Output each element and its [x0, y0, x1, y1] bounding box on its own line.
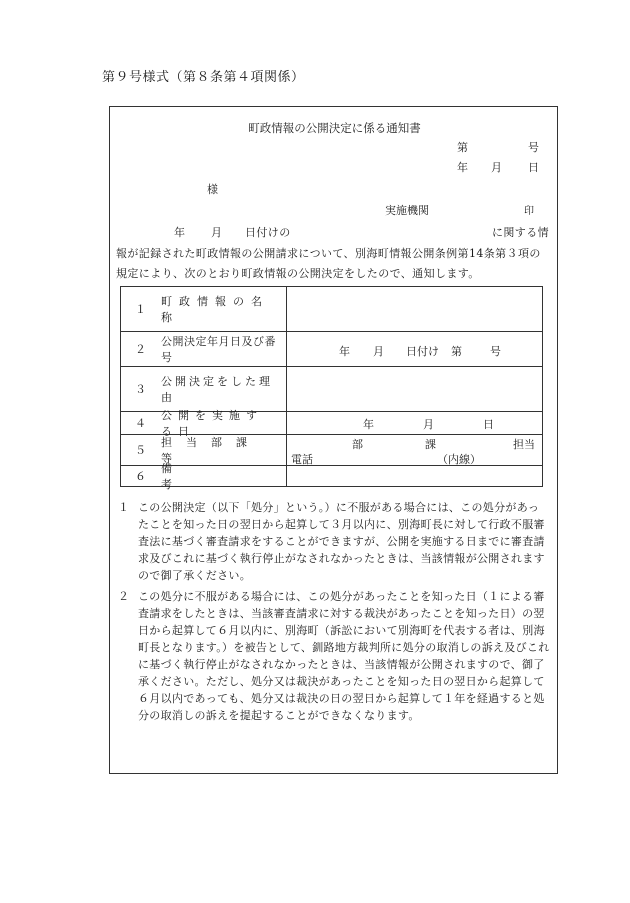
row-label	[121, 409, 287, 438]
decision-month: 月	[373, 345, 384, 358]
row-label	[121, 287, 287, 332]
row-label-text	[161, 333, 278, 365]
addressee-sama: 様	[207, 183, 218, 196]
table-row	[121, 412, 543, 435]
label-text: 町政情報の名称	[161, 295, 269, 324]
body-line1-month: 月	[211, 226, 223, 239]
decision-dai: 第	[451, 345, 462, 358]
notes-section	[118, 499, 550, 728]
row-value-remarks	[287, 466, 543, 487]
impl-month: 月	[423, 418, 434, 431]
disclosure-info-table	[120, 286, 543, 491]
date-day: 日	[528, 161, 539, 174]
doc-number-go: 号	[528, 141, 539, 154]
row-label	[121, 462, 287, 491]
row-value-reason	[287, 367, 543, 412]
body-line3: 規定により、次のとおり町政情報の公開決定をしたので、通知します。	[116, 267, 480, 280]
body-line1-date: 日付けの	[245, 226, 291, 239]
row-number: ２	[135, 343, 146, 356]
note-item	[118, 588, 550, 724]
contact-tanto: 担当	[513, 438, 535, 451]
notice-document	[109, 106, 558, 774]
impl-day: 日	[483, 418, 494, 431]
note-item	[118, 499, 550, 584]
date-month: 月	[491, 161, 502, 174]
seal-mark: 印	[524, 206, 534, 217]
label-text: 公開決定をした理由	[161, 375, 273, 404]
decision-year: 年	[339, 345, 350, 358]
contact-ka: 課	[425, 438, 436, 451]
agency-label: 実施機関	[385, 204, 429, 217]
row-label-text	[161, 293, 278, 325]
label-text: 担当部課等	[161, 436, 261, 465]
contact-tel: 電話	[291, 453, 313, 466]
table-row	[121, 332, 543, 367]
table-row	[121, 287, 543, 332]
row-value-decision	[287, 332, 543, 367]
row-number: ５	[135, 444, 146, 457]
note-text: この公開決定（以下「処分」という。）に不服がある場合には、この処分があったことを知った日の翌日から起算して３月以内に、別海町長に対して行政不服審査法に基づく審査請求をすることができますが、公開を実施する日までに審査請求及びこれに基づく執行停止がなされなかったときは、当該情報が公開されますので御了承ください。	[138, 501, 545, 582]
body-line2: 報が記録された町政情報の公開請求について、別海町情報公開条例第14条第３項の	[116, 247, 541, 260]
body-line1-year: 年	[174, 226, 186, 239]
row-number: ４	[135, 417, 146, 430]
body-line1-end: に関する情	[492, 226, 549, 239]
impl-year: 年	[363, 418, 374, 431]
row-label-text	[161, 373, 278, 405]
table-row	[121, 367, 543, 412]
doc-number-dai: 第	[457, 141, 468, 154]
table-row	[121, 466, 543, 487]
row-label-text	[161, 460, 278, 492]
date-year: 年	[457, 161, 468, 174]
form-number-label: 第９号様式（第８条第４項関係）	[102, 70, 305, 85]
note-number: ２	[118, 590, 130, 603]
note-text: この処分に不服がある場合には、この処分があったことを知った日（１による審査請求をしたときは、当該審査請求に対する裁決があったことを知った日）の翌日から起算して６月以内に、別海町（訴訟において別海町を代表する者は、別海町長となります。）を被告として、釧路地方裁判所に処分の取消しの訴え及びこれに基づく執行停止がなされなかったときは、当該情報が公開されますので、御了承ください。ただし、処分又は裁決があったことを知った日の翌日から起算して６月以内であっても、処分又は裁決の日の翌日から起算して１年を経過すると処分の取消しの訴えを提起することができなくなります。	[138, 590, 550, 722]
row-label	[121, 332, 287, 367]
row-number: ３	[135, 383, 146, 396]
decision-go: 号	[490, 345, 501, 358]
decision-date: 日付け	[406, 345, 439, 358]
row-value-contact	[287, 435, 543, 466]
label-text: 公開決定年月日及び番号	[161, 335, 276, 364]
label-text: 備考	[161, 462, 262, 491]
label-text: 公開を実施する日	[161, 409, 263, 438]
contact-extension: （内線）	[437, 453, 481, 466]
row-value-name	[287, 287, 543, 332]
row-value-implementation-date	[287, 412, 543, 435]
row-number: １	[135, 303, 146, 316]
note-number: １	[118, 501, 130, 514]
document-title: 町政情報の公開決定に係る通知書	[248, 121, 421, 135]
row-number: ６	[135, 470, 146, 483]
contact-bu: 部	[352, 438, 363, 451]
row-label	[121, 367, 287, 412]
